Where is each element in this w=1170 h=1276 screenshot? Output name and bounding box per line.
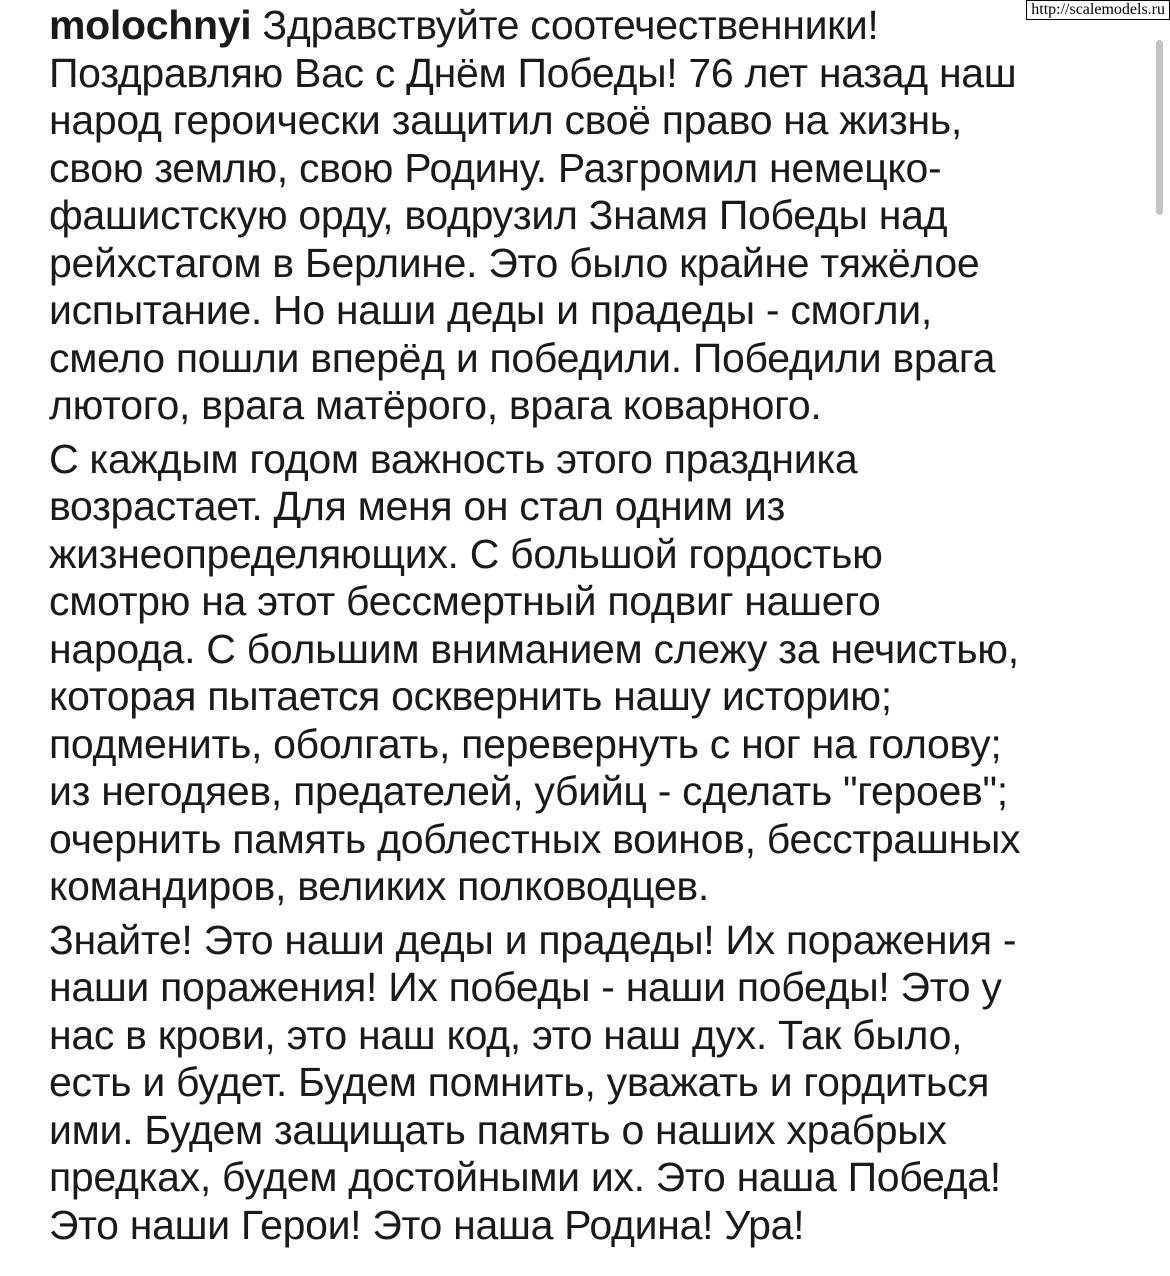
caption-line: подменить, оболгать, перевернуть с ног на голову;	[49, 720, 1002, 767]
caption-first-line	[49, 2, 1149, 50]
caption-line: которая пытается осквернить нашу историю;	[49, 673, 892, 719]
caption-line: жизнеопределяющих. С большой гордостью	[49, 530, 883, 577]
caption-line: командиров, великих полководцев.	[49, 863, 709, 909]
username-link[interactable]: molochnyi	[49, 2, 252, 48]
caption-line: С каждым годом важность этого праздника	[49, 435, 858, 482]
caption-line: народа. С большим вниманием слежу за нечистью,	[49, 625, 1019, 672]
caption-line: рейхстагом в Берлине. Это было крайне тяжёлое	[49, 239, 980, 286]
caption-line: нас в крови, это наш код, это наш дух. Так было,	[49, 1011, 963, 1058]
caption-line: смело пошли вперёд и победили. Победили врага	[49, 334, 996, 381]
caption-line: наши поражения! Их победы - наши победы! Это у	[49, 964, 1002, 1010]
post-paragraph-2	[49, 436, 1149, 911]
caption-line: смотрю на этот бессмертный подвиг нашего	[49, 578, 881, 624]
caption-line: предках, будем достойными их. Это наша Победа!	[49, 1154, 1001, 1200]
post-paragraph-1	[49, 2, 1149, 430]
caption-line: Поздравляю Вас с Днём Победы! 76 лет назад наш	[49, 49, 1017, 96]
caption-line: свою землю, свою Родину. Разгромил немецко-	[49, 144, 942, 191]
caption-line: ими. Будем защищать память о наших храбрых	[49, 1106, 947, 1153]
caption-line: Это наши Герои! Это наша Родина! Ура!	[49, 1201, 805, 1248]
caption-line: возрастает. Для меня он стал одним из	[49, 483, 785, 529]
post-caption	[49, 2, 1149, 1249]
caption-line: народ героически защитил своё право на жизнь,	[49, 97, 962, 143]
greeting-text: Здравствуйте соотечественники!	[251, 2, 879, 48]
caption-line: лютого, врага матёрого, врага коварного.	[49, 382, 822, 428]
caption-line: очернить память доблестных воинов, бесстрашных	[49, 815, 1021, 862]
caption-line: есть и будет. Будем помнить, уважать и гордиться	[49, 1059, 990, 1105]
caption-line: фашистскую орду, водрузил Знамя Победы над	[49, 192, 948, 238]
scrollbar[interactable]	[1156, 40, 1163, 215]
caption-line: испытание. Но наши деды и прадеды - смогли,	[49, 287, 932, 333]
caption-line: из негодяев, предателей, убийц - сделать "героев";	[49, 768, 1008, 814]
post-paragraph-3	[49, 917, 1149, 1250]
caption-line: Знайте! Это наши деды и прадеды! Их поражения -	[49, 916, 1017, 963]
watermark-url: http://scalemodels.ru	[1026, 0, 1170, 20]
